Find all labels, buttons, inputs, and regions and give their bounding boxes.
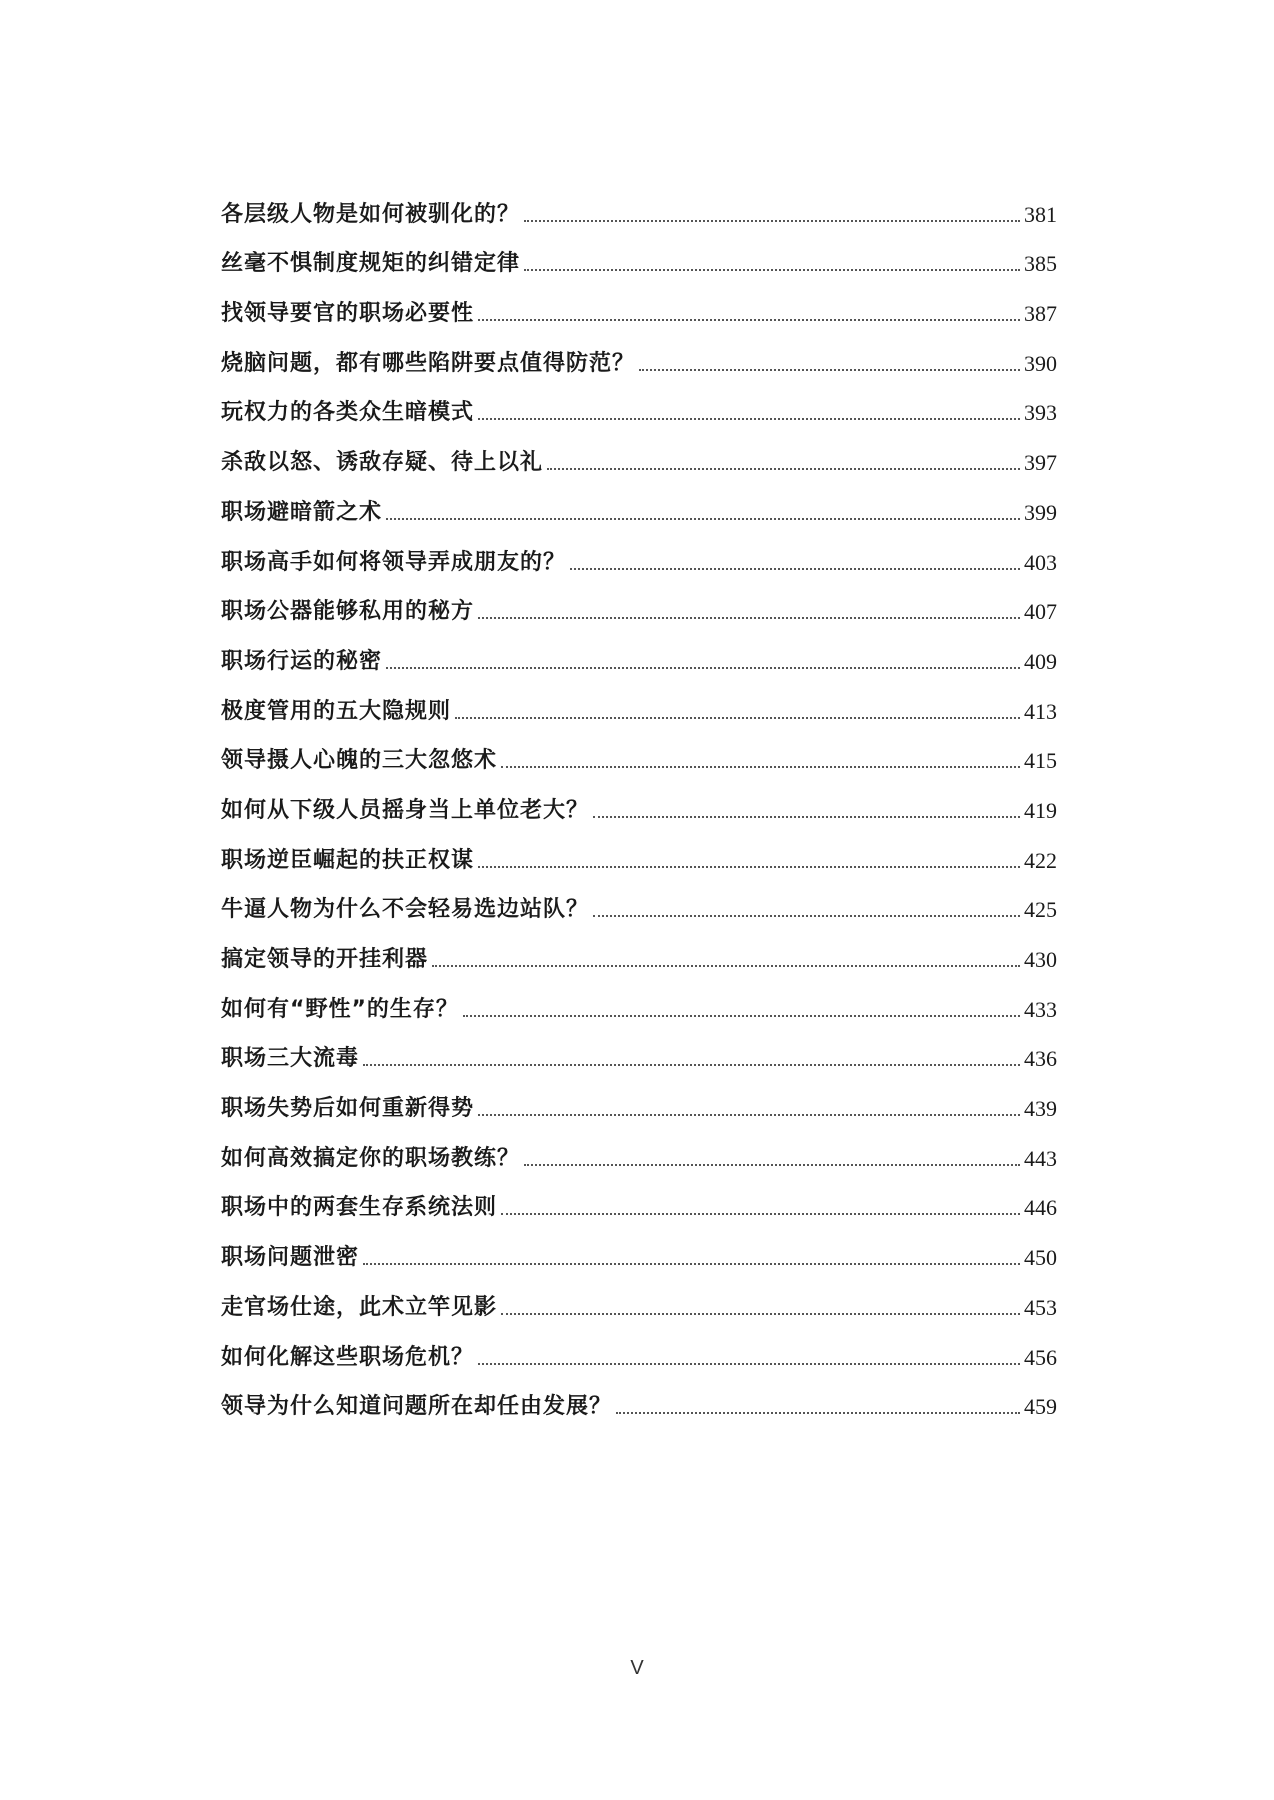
dot-leader	[363, 1263, 1020, 1265]
dot-leader	[432, 965, 1020, 967]
dot-leader	[478, 617, 1020, 619]
toc-entry-title: 职场逆臣崛起的扶正权谋	[221, 847, 475, 873]
toc-entry	[221, 478, 1057, 528]
toc-entry	[221, 776, 1057, 826]
toc-entry-page-number: 393	[1024, 400, 1057, 426]
toc-entry-page-number: 450	[1024, 1245, 1057, 1271]
toc-entry-title: 职场行运的秘密	[221, 648, 383, 674]
toc-entry	[221, 925, 1057, 975]
toc-entry-title: 如何高效搞定你的职场教练？	[221, 1145, 521, 1171]
toc-entry-page-number: 381	[1024, 201, 1057, 227]
toc-entry-title: 职场失势后如何重新得势	[221, 1096, 475, 1122]
toc-entry	[221, 528, 1057, 578]
toc-entry	[221, 180, 1057, 230]
toc-entry-title: 极度管用的五大隐规则	[221, 698, 452, 724]
toc-entry-title: 牛逼人物为什么不会轻易选边站队？	[221, 897, 590, 923]
toc-entry-title: 各层级人物是如何被驯化的？	[221, 201, 521, 227]
toc-entry-page-number: 436	[1024, 1046, 1057, 1072]
toc-entry-page-number: 422	[1024, 847, 1057, 873]
toc-entry-title: 领导为什么知道问题所在却任由发展？	[221, 1394, 613, 1420]
toc-entry-page-number: 456	[1024, 1344, 1057, 1370]
toc-entry-page-number: 397	[1024, 450, 1057, 476]
toc-entry-page-number: 403	[1024, 549, 1057, 575]
toc-entry-title: 找领导要官的职场必要性	[221, 301, 475, 327]
dot-leader	[386, 667, 1020, 669]
toc-entry	[221, 1025, 1057, 1075]
toc-entry-title: 职场高手如何将领导弄成朋友的？	[221, 549, 567, 575]
toc-entry-title: 如何有“野性”的生存？	[221, 996, 459, 1022]
toc-entry-page-number: 430	[1024, 947, 1057, 972]
dot-leader	[593, 915, 1020, 917]
toc-entry-page-number: 443	[1024, 1145, 1057, 1171]
toc-entry-page-number: 459	[1024, 1394, 1057, 1420]
dot-leader	[570, 568, 1020, 570]
dot-leader	[386, 518, 1020, 520]
toc-entry	[221, 578, 1057, 628]
dot-leader	[478, 866, 1020, 868]
toc-entry-title: 丝毫不惧制度规矩的纠错定律	[221, 251, 521, 277]
toc-entry-title: 如何化解这些职场危机？	[221, 1344, 475, 1370]
toc-entry-title: 领导摄人心魄的三大忽悠术	[221, 748, 498, 774]
toc-entry-page-number: 446	[1024, 1195, 1057, 1221]
toc-entry-title: 职场避暗箭之术	[221, 499, 383, 525]
toc-entry-title: 杀敌以怒、诱敌存疑、待上以礼	[221, 450, 544, 476]
toc-entry	[221, 1223, 1057, 1273]
toc-entry	[221, 1373, 1057, 1423]
dot-leader	[501, 766, 1020, 768]
toc-entry-page-number: 390	[1024, 350, 1057, 376]
dot-leader	[501, 1313, 1020, 1315]
dot-leader	[593, 816, 1020, 818]
table-of-contents	[221, 180, 1057, 1422]
toc-entry-title: 职场中的两套生存系统法则	[221, 1195, 498, 1221]
toc-entry	[221, 1174, 1057, 1224]
dot-leader	[478, 1363, 1020, 1365]
toc-entry-title: 玩权力的各类众生暗模式	[221, 400, 475, 426]
toc-entry	[221, 627, 1057, 677]
toc-entry-title: 职场问题泄密	[221, 1245, 360, 1271]
toc-entry-page-number: 433	[1024, 996, 1057, 1022]
toc-entry-page-number: 387	[1024, 301, 1057, 327]
dot-leader	[639, 369, 1020, 371]
toc-entry-title: 搞定领导的开挂利器	[221, 947, 429, 972]
page-number: V	[630, 1657, 644, 1679]
toc-entry	[221, 329, 1057, 379]
toc-entry-page-number: 439	[1024, 1096, 1057, 1122]
toc-entry-page-number: 453	[1024, 1294, 1057, 1320]
toc-entry	[221, 379, 1057, 429]
toc-entry	[221, 975, 1057, 1025]
toc-entry-page-number: 399	[1024, 499, 1057, 525]
dot-leader	[524, 269, 1020, 271]
dot-leader	[501, 1213, 1020, 1215]
toc-entry-title: 如何从下级人员摇身当上单位老大？	[221, 797, 590, 823]
toc-entry-title: 职场公器能够私用的秘方	[221, 599, 475, 625]
dot-leader	[363, 1064, 1020, 1066]
toc-entry-page-number: 407	[1024, 599, 1057, 625]
dot-leader	[455, 717, 1020, 719]
toc-entry	[221, 727, 1057, 777]
dot-leader	[524, 1164, 1020, 1166]
toc-entry	[221, 876, 1057, 926]
toc-entry	[221, 826, 1057, 876]
toc-entry	[221, 1124, 1057, 1174]
toc-entry-page-number: 385	[1024, 251, 1057, 277]
toc-entry	[221, 230, 1057, 280]
toc-entry-title: 烧脑问题，都有哪些陷阱要点值得防范？	[221, 350, 636, 376]
dot-leader	[524, 220, 1020, 222]
toc-entry	[221, 428, 1057, 478]
toc-entry-page-number: 409	[1024, 648, 1057, 674]
toc-entry-page-number: 415	[1024, 748, 1057, 774]
dot-leader	[478, 1114, 1020, 1116]
toc-entry	[221, 1323, 1057, 1373]
toc-entry-page-number: 419	[1024, 797, 1057, 823]
dot-leader	[547, 468, 1020, 470]
toc-entry	[221, 1074, 1057, 1124]
dot-leader	[616, 1412, 1020, 1414]
toc-entry	[221, 1273, 1057, 1323]
toc-entry-title: 走官场仕途，此术立竿见影	[221, 1294, 498, 1320]
dot-leader	[478, 319, 1020, 321]
dot-leader	[478, 418, 1020, 420]
toc-entry-page-number: 413	[1024, 698, 1057, 724]
toc-entry	[221, 279, 1057, 329]
toc-entry	[221, 677, 1057, 727]
dot-leader	[463, 1015, 1020, 1017]
toc-entry-title: 职场三大流毒	[221, 1046, 360, 1072]
toc-entry-page-number: 425	[1024, 897, 1057, 923]
